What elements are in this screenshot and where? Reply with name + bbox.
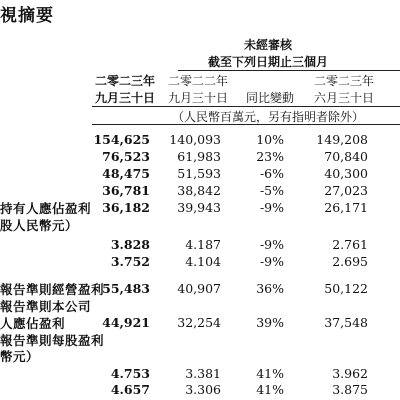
col2-date-header: 九月三十日 bbox=[167, 91, 229, 105]
cell-r1-c1: 76,523 bbox=[102, 149, 150, 164]
cell-r4-c3: -9% bbox=[259, 200, 284, 215]
cell-r10-c1: 44,921 bbox=[102, 315, 150, 330]
cell-r8-c3: 36% bbox=[256, 281, 284, 296]
cell-r3-c4: 27,023 bbox=[324, 183, 368, 198]
cell-r0-c1: 154,625 bbox=[93, 132, 150, 147]
unit-note: （人民幣百萬元，另有指明者除外） bbox=[171, 110, 365, 124]
cell-r1-c2: 61,983 bbox=[177, 149, 221, 164]
cell-r14-c4: 3.875 bbox=[332, 382, 368, 397]
cell-r2-c4: 40,300 bbox=[324, 166, 368, 181]
cell-r0-c2: 140,093 bbox=[169, 132, 221, 147]
col1-date-header: 九月三十日 bbox=[94, 91, 156, 105]
cell-r13-c3: 41% bbox=[256, 366, 284, 381]
header-rule-top bbox=[178, 70, 400, 71]
period-heading: 截至下列日期止三個月 bbox=[207, 55, 329, 69]
col4-year-header: 二零二三年 bbox=[313, 74, 375, 88]
cell-r4-c4: 26,171 bbox=[324, 200, 368, 215]
col4-date-header: 六月三十日 bbox=[313, 91, 375, 105]
row-label: 幣元） bbox=[0, 349, 40, 364]
cell-r3-c2: 38,842 bbox=[177, 183, 221, 198]
cell-r0-c4: 149,208 bbox=[316, 132, 368, 147]
cell-r6-c1: 3.828 bbox=[110, 237, 150, 252]
cell-r14-c1: 4.657 bbox=[110, 382, 150, 397]
col3-change-header: 同比變動 bbox=[245, 91, 295, 105]
cell-r7-c3: -9% bbox=[259, 254, 284, 269]
cell-r3-c1: 36,781 bbox=[102, 183, 150, 198]
cell-r6-c2: 4.187 bbox=[185, 237, 221, 252]
cell-r6-c3: -9% bbox=[259, 237, 284, 252]
cell-r10-c2: 32,254 bbox=[177, 315, 221, 330]
row-label: 報告準則經營盈利 bbox=[0, 282, 105, 297]
cell-r10-c4: 37,548 bbox=[324, 315, 368, 330]
col1-year-header: 二零二三年 bbox=[94, 74, 156, 88]
cell-r13-c1: 4.753 bbox=[110, 366, 150, 381]
row-label: 人應佔盈利 bbox=[0, 316, 66, 331]
row-label: 報告準則每股盈利 bbox=[0, 333, 105, 348]
cell-r14-c3: 41% bbox=[256, 382, 284, 397]
cell-r3-c3: -5% bbox=[259, 183, 284, 198]
row-label: 股人民幣元） bbox=[0, 218, 79, 233]
cell-r2-c1: 48,475 bbox=[102, 166, 150, 181]
cell-r1-c3: 23% bbox=[256, 149, 284, 164]
row-label: 持有人應佔盈利 bbox=[0, 201, 92, 216]
cell-r13-c4: 3.962 bbox=[332, 366, 368, 381]
cell-r8-c2: 40,907 bbox=[177, 281, 221, 296]
cell-r6-c4: 2.761 bbox=[332, 237, 368, 252]
cell-r4-c2: 39,943 bbox=[177, 200, 221, 215]
cell-r10-c3: 39% bbox=[256, 315, 284, 330]
cell-r4-c1: 36,182 bbox=[102, 200, 150, 215]
col2-year-header: 二零二二年 bbox=[167, 74, 229, 88]
cell-r8-c4: 50,122 bbox=[324, 281, 368, 296]
cell-r14-c2: 3.306 bbox=[185, 382, 221, 397]
page-title: 視摘要 bbox=[0, 6, 54, 26]
row-label: 報告準則本公司 bbox=[0, 299, 92, 314]
cell-r7-c1: 3.752 bbox=[110, 254, 150, 269]
cell-r2-c2: 51,593 bbox=[177, 166, 221, 181]
header-rule-bottom bbox=[92, 124, 400, 125]
cell-r8-c1: 55,483 bbox=[102, 281, 150, 296]
cell-r13-c2: 3.381 bbox=[185, 366, 221, 381]
cell-r7-c4: 2.695 bbox=[332, 254, 368, 269]
header-rule-mid bbox=[92, 106, 400, 107]
unaudited-heading: 未經審核 bbox=[243, 38, 293, 52]
cell-r0-c3: 10% bbox=[256, 132, 284, 147]
cell-r7-c2: 4.104 bbox=[185, 254, 221, 269]
cell-r2-c3: -6% bbox=[259, 166, 284, 181]
cell-r1-c4: 70,840 bbox=[324, 149, 368, 164]
